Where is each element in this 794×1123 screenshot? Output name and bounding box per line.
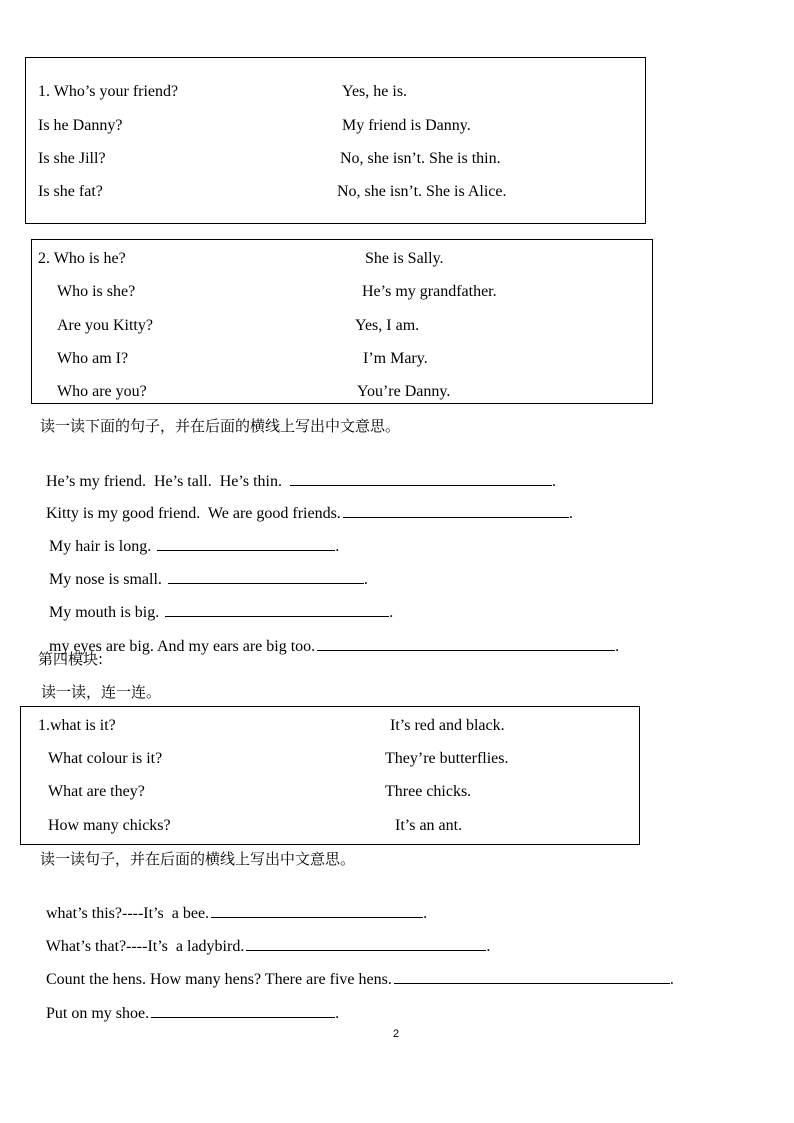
answer-blank[interactable]: [165, 602, 389, 617]
sentence-text: What’s that?----It’s a ladybird.: [45, 938, 245, 955]
answer-blank[interactable]: [151, 1003, 335, 1018]
match1-answer-1: Yes, he is.: [342, 83, 408, 100]
match3-answer-2: They’re butterflies.: [385, 750, 509, 767]
match1-answer-4: No, she isn’t. She is Alice.: [337, 183, 507, 200]
match3-answer-4: It’s an ant.: [395, 817, 463, 834]
match3-answer-3: Three chicks.: [385, 783, 472, 800]
section4-instruction: 读一读句子，并在后面的横线上写出中文意思。: [40, 850, 356, 868]
match2-question-3: Are you Kitty?: [57, 317, 153, 334]
sentence-text: Kitty is my good friend. We are good friends.: [46, 505, 341, 522]
translation-line-1: He’s my friend. He’s tall. He’s thin. .: [46, 473, 556, 490]
match2-question-4: Who am I?: [57, 350, 129, 367]
match2-answer-3: Yes, I am.: [355, 317, 420, 334]
match3-question-4: How many chicks?: [48, 817, 171, 834]
answer-blank[interactable]: [317, 636, 615, 651]
translation-line-10: Put on my shoe. .: [46, 1005, 340, 1022]
sentence-text: Put on my shoe.: [46, 1005, 150, 1022]
sentence-text: My hair is long.: [49, 538, 152, 555]
translation-line-3: My hair is long. .: [49, 538, 340, 555]
sentence-text: my eyes are big. And my ears are big too.: [49, 638, 316, 655]
match2-question-2: Who is she?: [57, 283, 136, 300]
page-number: 2: [393, 1028, 400, 1040]
match1-question-2: Is he Danny?: [38, 117, 123, 134]
match3-question-3: What are they?: [48, 783, 145, 800]
translation-line-8: What’s that?----It’s a ladybird. .: [45, 938, 491, 955]
match2-answer-5: You’re Danny.: [357, 383, 451, 400]
match3-question-2: What colour is it?: [48, 750, 163, 767]
answer-blank[interactable]: [343, 503, 569, 518]
match3-question-1: 1.what is it?: [38, 717, 116, 734]
module4-instruction: 读一读，连一连。: [41, 683, 162, 701]
match1-answer-2: My friend is Danny.: [342, 117, 471, 134]
match3-answer-1: It’s red and black.: [390, 717, 505, 734]
match2-answer-1: She is Sally.: [365, 250, 444, 267]
module4-heading: 第四模块:: [38, 650, 104, 668]
sentence-text: Count the hens. How many hens? There are five hens.: [46, 971, 392, 988]
translation-line-5: My mouth is big. .: [49, 604, 394, 621]
translation-line-9: Count the hens. How many hens? There are five hens. .: [46, 971, 674, 988]
match2-question-1: 2. Who is he?: [38, 250, 126, 267]
match1-answer-3: No, she isn’t. She is thin.: [340, 150, 501, 167]
answer-blank[interactable]: [394, 969, 670, 984]
sentence-text: what’s this?----It’s a bee.: [46, 905, 210, 922]
sentence-text: He’s my friend. He’s tall. He’s thin.: [46, 473, 282, 490]
translation-line-7: what’s this?----It’s a bee. .: [46, 905, 428, 922]
translation-line-4: My nose is small. .: [49, 571, 368, 588]
match2-answer-2: He’s my grandfather.: [362, 283, 497, 300]
translation-line-6: my eyes are big. And my ears are big too. .: [49, 638, 620, 655]
sentence-text: My nose is small.: [49, 571, 162, 588]
match1-question-1: 1. Who’s your friend?: [38, 83, 179, 100]
sentence-text: My mouth is big.: [49, 604, 160, 621]
match2-answer-4: I’m Mary.: [363, 350, 428, 367]
match1-question-4: Is she fat?: [38, 183, 103, 200]
match2-question-5: Who are you?: [57, 383, 147, 400]
match1-question-3: Is she Jill?: [38, 150, 106, 167]
section3-instruction: 读一读下面的句子，并在后面的横线上写出中文意思。: [40, 417, 401, 435]
translation-line-2: Kitty is my good friend. We are good friends. .: [46, 505, 573, 522]
